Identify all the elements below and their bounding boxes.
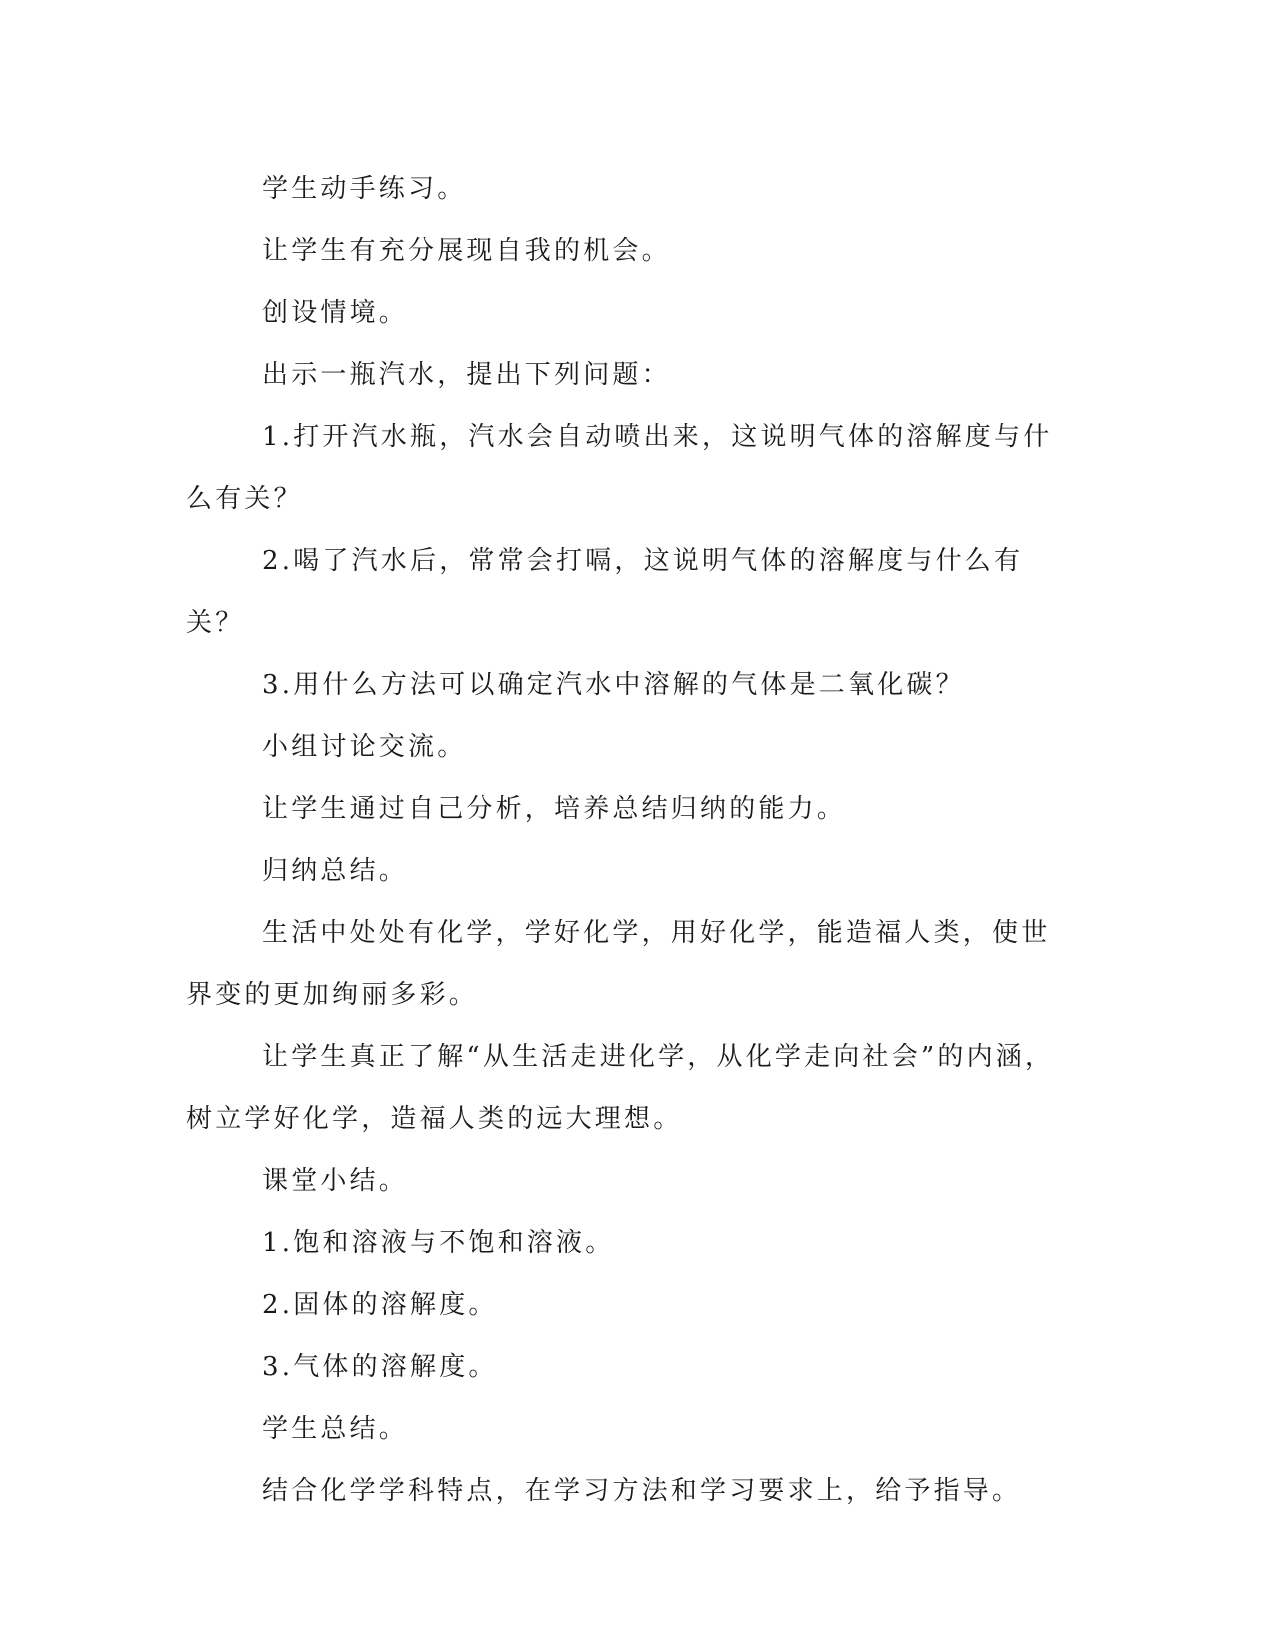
paragraph: 出示一瓶汽水，提出下列问题： [262, 360, 671, 390]
paragraph: 结合化学学科特点，在学习方法和学习要求上，给予指导。 [262, 1476, 1022, 1506]
paragraph: 课堂小结。 [262, 1166, 409, 1196]
paragraph: 让学生有充分展现自我的机会。 [262, 236, 671, 266]
paragraph: 生活中处处有化学，学好化学，用好化学，能造福人类，使世界变的更加绚丽多彩。 [186, 918, 1051, 1010]
paragraph: 归纳总结。 [262, 856, 409, 886]
paragraph: 学生总结。 [262, 1414, 409, 1444]
paragraph: 小组讨论交流。 [262, 732, 467, 762]
paragraph: 1.饱和溶液与不饱和溶液。 [262, 1228, 615, 1258]
paragraph: 让学生通过自己分析，培养总结归纳的能力。 [262, 794, 847, 824]
paragraph: 让学生真正了解“从生活走进化学，从化学走向社会”的内涵，树立学好化学，造福人类的远大理想。 [186, 1042, 1055, 1134]
paragraph: 创设情境。 [262, 298, 409, 328]
document-body [186, 158, 1076, 1522]
paragraph: 3.气体的溶解度。 [262, 1352, 498, 1382]
paragraph: 学生动手练习。 [262, 174, 467, 204]
paragraph: 1.打开汽水瓶，汽水会自动喷出来，这说明气体的溶解度与什么有关？ [186, 422, 1053, 514]
paragraph: 2.固体的溶解度。 [262, 1290, 498, 1320]
paragraph: 3.用什么方法可以确定汽水中溶解的气体是二氧化碳？ [262, 670, 965, 700]
paragraph: 2.喝了汽水后，常常会打嗝，这说明气体的溶解度与什么有关？ [186, 546, 1024, 638]
